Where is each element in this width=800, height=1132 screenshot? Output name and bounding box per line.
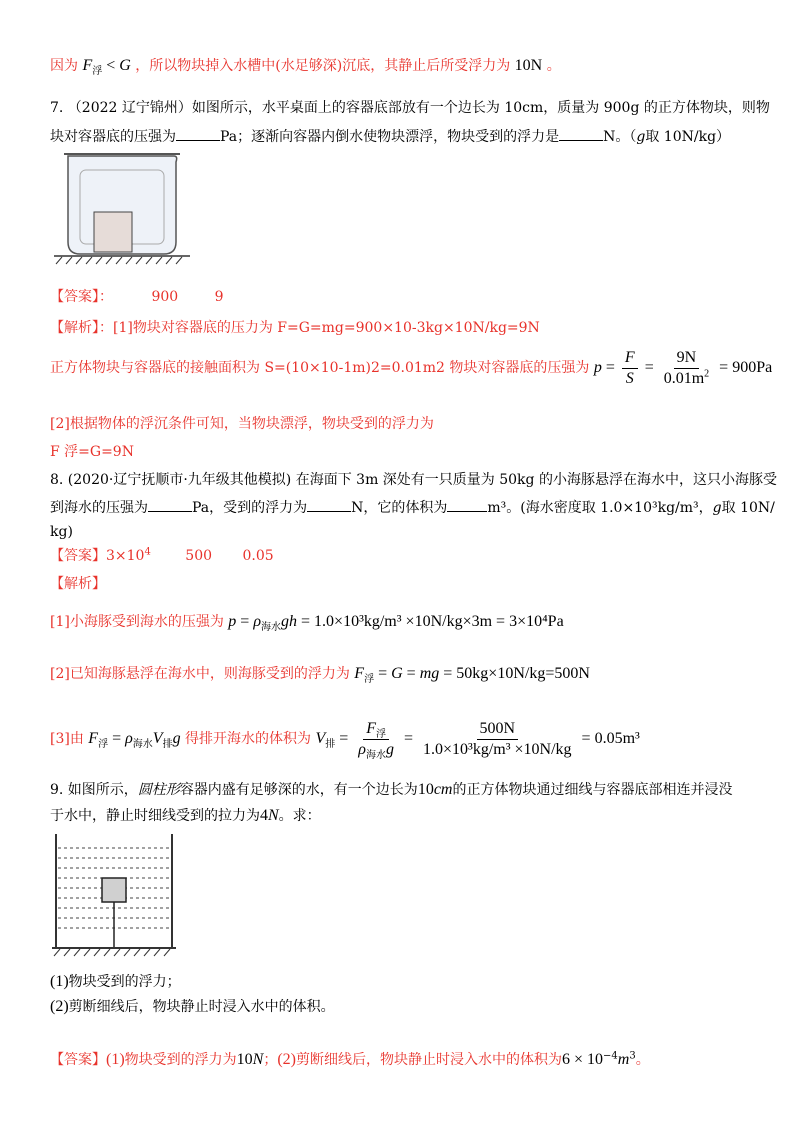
q7-explain3: [2]根据物体的浮沉条件可知，当物块漂浮，物块受到的浮力为 bbox=[50, 416, 434, 432]
q8-step2: [2]已知海豚悬浮在海水中，则海豚受到的浮力为 $F_浮 = G$ = mg = 50kg×10N/kg=500N bbox=[50, 665, 590, 686]
blank bbox=[148, 497, 192, 512]
buoyancy-less-than-weight: $F_浮 < G$ bbox=[82, 57, 131, 78]
beaker-figure bbox=[50, 150, 200, 268]
q9-answer: 【答案】(1)物块受到的浮力为10N；(2)剪断细线后，物块静止时浸入水中的体积为$6 \times 10^{-4}m^3$。 bbox=[50, 1050, 650, 1068]
q8-line2: 到海水的压强为 Pa，受到的浮力为 N，它的体积为 m³。(海水密度取 1.0×10³kg/m³，g取 10N/ bbox=[50, 497, 775, 518]
q9-part2: (2)剪断细线后，物块静止时浸入水中的体积。 bbox=[50, 998, 335, 1015]
q8-answer: 【答案】$3\times 10^4$ 500 0.05 bbox=[50, 546, 274, 564]
q8-step1: [1]小海豚受到海水的压强为 $p = \rho_{海水}gh = 1.0\times 10^3kg/m^3 \times 10N/kg\times 3m = 3\times 10^4Pa$ bbox=[50, 613, 564, 634]
q7-explain4: F 浮=G=9N bbox=[50, 444, 134, 460]
q9-line1: 9. 如图所示，圆柱形容器内盛有足够深的水，有一个边长为10cm的正方体物块通过细线与容器底部相连并浸没 bbox=[50, 781, 733, 798]
q7-explain2: 正方体物块与容器底的接触面积为 S=(10×10-1m)2=0.01m2 物块对容器底的压强为 p = $\frac{F}{S}$ = $\frac{9N}{0.01m^2}$ = 900Pa bbox=[50, 348, 773, 387]
q9-part1: (1)物块受到的浮力； bbox=[50, 973, 181, 990]
intro-line: 因为 $F_浮 < G$ ，所以物块掉入水槽中(水足够深)沉底，其静止后所受浮力为 10N 。 bbox=[50, 57, 561, 78]
blank bbox=[307, 497, 351, 512]
pressure-formula: p = $\frac{F}{S}$ = $\frac{9N}{0.01m^2}$ = 900Pa bbox=[593, 348, 773, 387]
q8-explain-label: 【解析】 bbox=[50, 576, 106, 592]
q9-line2: 于水中，静止时细线受到的拉力为4N。求： bbox=[50, 807, 321, 824]
blank bbox=[559, 126, 603, 141]
q8-line1: 8. (2020·辽宁抚顺市·九年级其他模拟) 在海面下 3m 深处有一只质量为 50kg 的小海豚悬浮在海水中，这只小海豚受 bbox=[50, 472, 777, 488]
q7-explain1: 【解析】：[1]物块对容器底的压力为 F=G=mg=900×10-3kg×10N/kg=9N bbox=[50, 320, 540, 336]
q8-line3: kg) bbox=[50, 524, 73, 540]
q8-step3: [3]由 $F_浮 = \rho_{海水}V_排g$ 得排开海水的体积为 $V_排$ = $\frac{F_浮}{\rho_{海水}g}$ = $\frac{500N}{\text{1.0×10³kg/m³ ×10N/kg}}$ = 0.05m³ bbox=[50, 719, 640, 762]
q7-answer: 【答案】： 900 9 bbox=[50, 289, 224, 305]
blank bbox=[447, 497, 487, 512]
tank-figure bbox=[50, 832, 180, 960]
q7-line2: 块对容器底的压强为 Pa；逐渐向容器内倒水使物块漂浮，物块受到的浮力是 N。（g取 10N/kg） bbox=[50, 126, 730, 147]
q7-line1: 7. （2022 辽宁锦州）如图所示，水平桌面上的容器底部放有一个边长为 10cm，质量为 900g 的正方体物块，则物 bbox=[50, 100, 770, 116]
blank bbox=[176, 126, 220, 141]
